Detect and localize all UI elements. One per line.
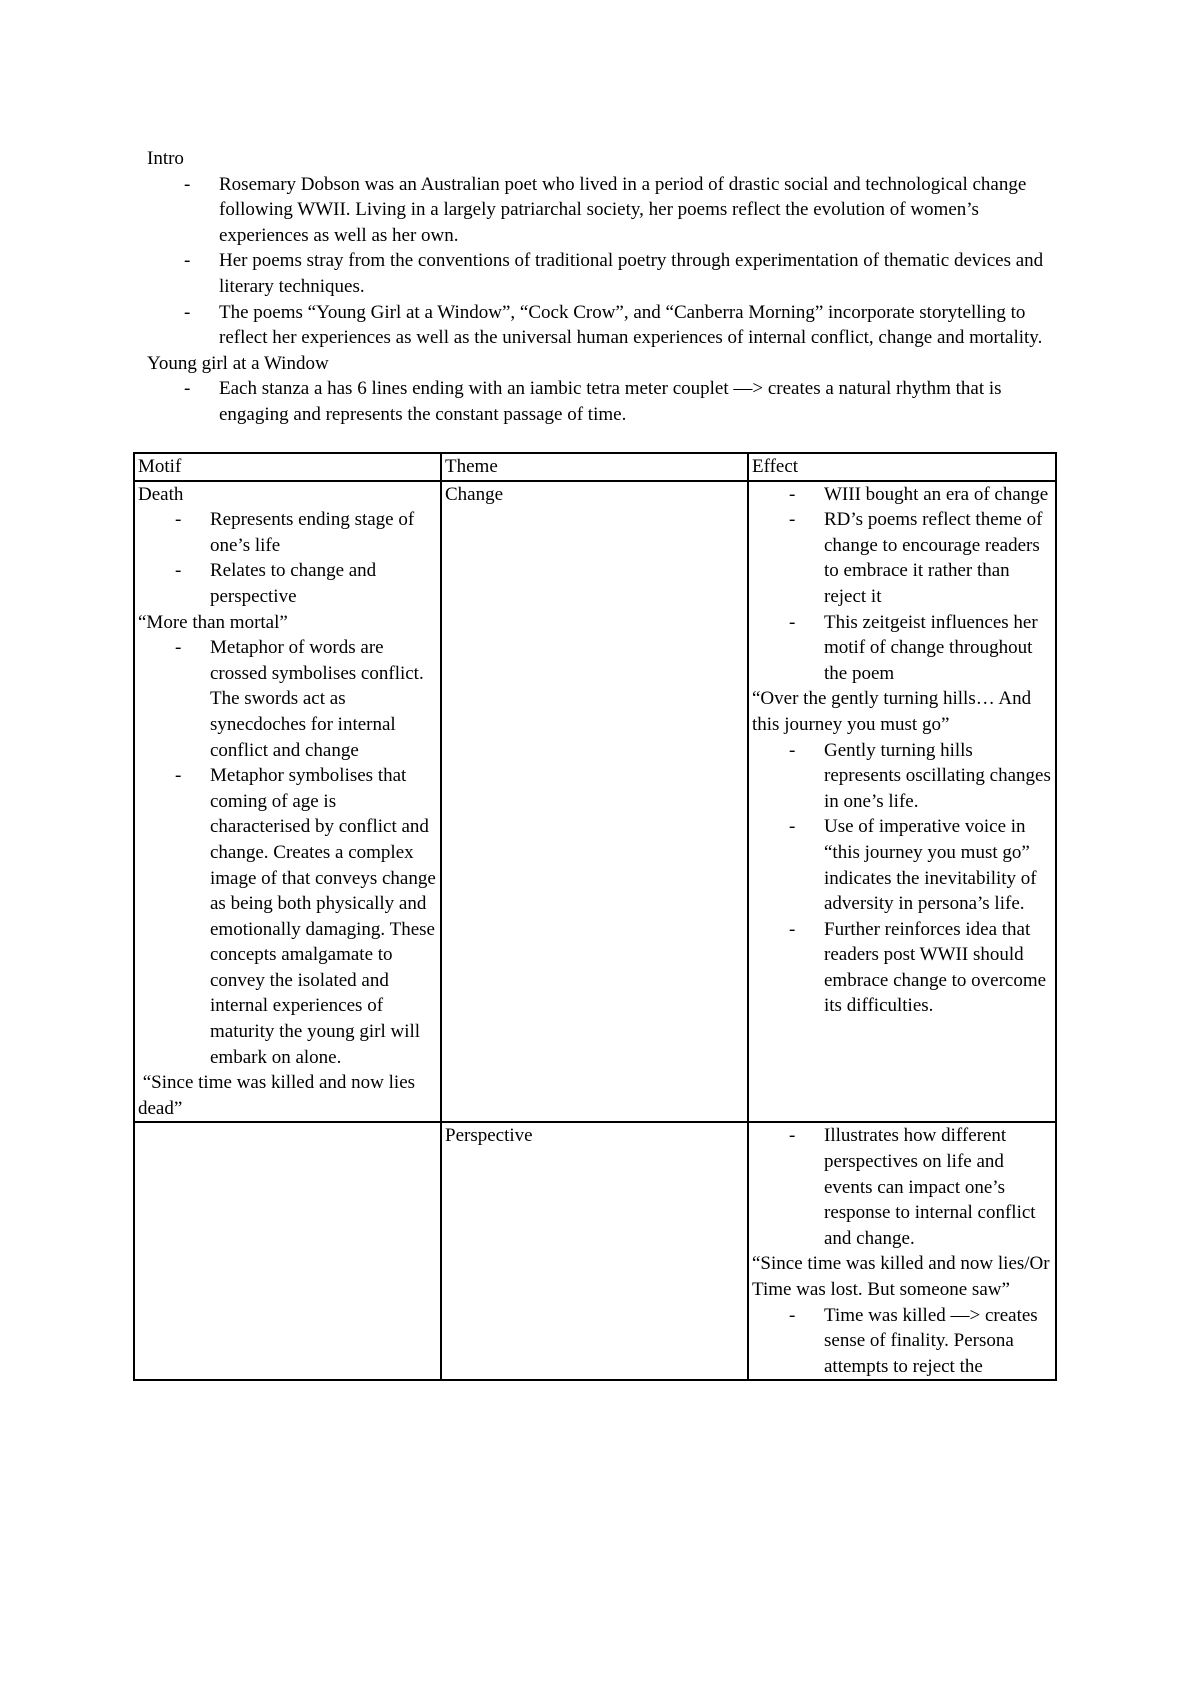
effect-list xyxy=(752,738,1052,1020)
list-item: - RD’s poems reflect theme of change to encourage readers to embrace it rather than reject it xyxy=(752,507,1052,609)
table-header-row xyxy=(134,453,1056,481)
motif-list xyxy=(138,635,437,1070)
table-row xyxy=(134,481,1056,1123)
list-item: - Each stanza a has 6 lines ending with an iambic tetra meter couplet —> creates a natural rhythm that is engaging and represents the constant passage of time. xyxy=(147,376,1052,427)
list-item: - Relates to change and perspective xyxy=(138,558,437,609)
list-item: - Time was killed —> creates sense of finality. Persona attempts to reject the xyxy=(752,1303,1052,1380)
intro-heading: Intro xyxy=(147,148,184,169)
motif-cell xyxy=(134,1122,441,1380)
motif-cell xyxy=(134,481,441,1123)
list-item: - This zeitgeist influences her motif of change throughout the poem xyxy=(752,610,1052,687)
list-item: - Use of imperative voice in “this journey you must go” indicates the inevitability of adversity in persona’s life. xyxy=(752,814,1052,916)
header-theme: Theme xyxy=(441,453,748,481)
theme-label: Perspective xyxy=(445,1125,533,1147)
intro-list xyxy=(147,172,1052,351)
effect-list xyxy=(752,1123,1052,1251)
list-item: - Further reinforces idea that readers post WWII should embrace change to overcome its difficulties. xyxy=(752,917,1052,1019)
analysis-table xyxy=(133,452,1057,1381)
effect-cell xyxy=(748,481,1056,1123)
header-effect: Effect xyxy=(748,453,1056,481)
theme-cell xyxy=(441,481,748,1123)
list-item: - Illustrates how different perspectives on life and events can impact one’s response to internal conflict and change. xyxy=(752,1123,1052,1251)
list-item: - Represents ending stage of one’s life xyxy=(138,507,437,558)
theme-label: Change xyxy=(445,483,504,505)
effect-list xyxy=(752,1303,1052,1380)
section-list xyxy=(147,376,1052,427)
effect-cell xyxy=(748,1122,1056,1380)
list-item: - Metaphor symbolises that coming of age is characterised by conflict and change. Creates a complex image of that conveys change as being both physically and emotionally damaging. These concepts amalgamate to convey the isolated and internal experiences of maturity the young girl will embark on alone. xyxy=(138,763,437,1070)
list-item: - The poems “Young Girl at a Window”, “Cock Crow”, and “Canberra Morning” incorporate storytelling to reflect her experiences as well as the universal human experiences of internal conflict, change and mortality. xyxy=(147,300,1052,351)
theme-cell xyxy=(441,1122,748,1380)
effect-quote: “Since time was killed and now lies/Or Time was lost. But someone saw” xyxy=(752,1253,1050,1300)
document-page xyxy=(147,146,1052,428)
effect-list xyxy=(752,482,1052,687)
motif-quote: “More than mortal” xyxy=(138,611,288,633)
list-item: - Gently turning hills represents oscillating changes in one’s life. xyxy=(752,738,1052,815)
header-motif: Motif xyxy=(134,453,441,481)
effect-quote: “Over the gently turning hills… And this journey you must go” xyxy=(752,688,1032,735)
list-item: - WIII bought an era of change xyxy=(752,482,1052,508)
section-heading: Young girl at a Window xyxy=(147,352,329,374)
list-item: - Metaphor of words are crossed symbolises conflict. The swords act as synecdoches for internal conflict and change xyxy=(138,635,437,763)
motif-list xyxy=(138,507,437,609)
motif-title: Death xyxy=(138,483,184,505)
list-item: - Rosemary Dobson was an Australian poet who lived in a period of drastic social and technological change following WWII. Living in a largely patriarchal society, her poems reflect the evolution of women’s experiences as well as her own. xyxy=(147,172,1052,249)
list-item: - Her poems stray from the conventions of traditional poetry through experimentation of thematic devices and literary techniques. xyxy=(147,248,1052,299)
table-row xyxy=(134,1122,1056,1380)
motif-quote: “Since time was killed and now lies dead” xyxy=(138,1072,420,1119)
